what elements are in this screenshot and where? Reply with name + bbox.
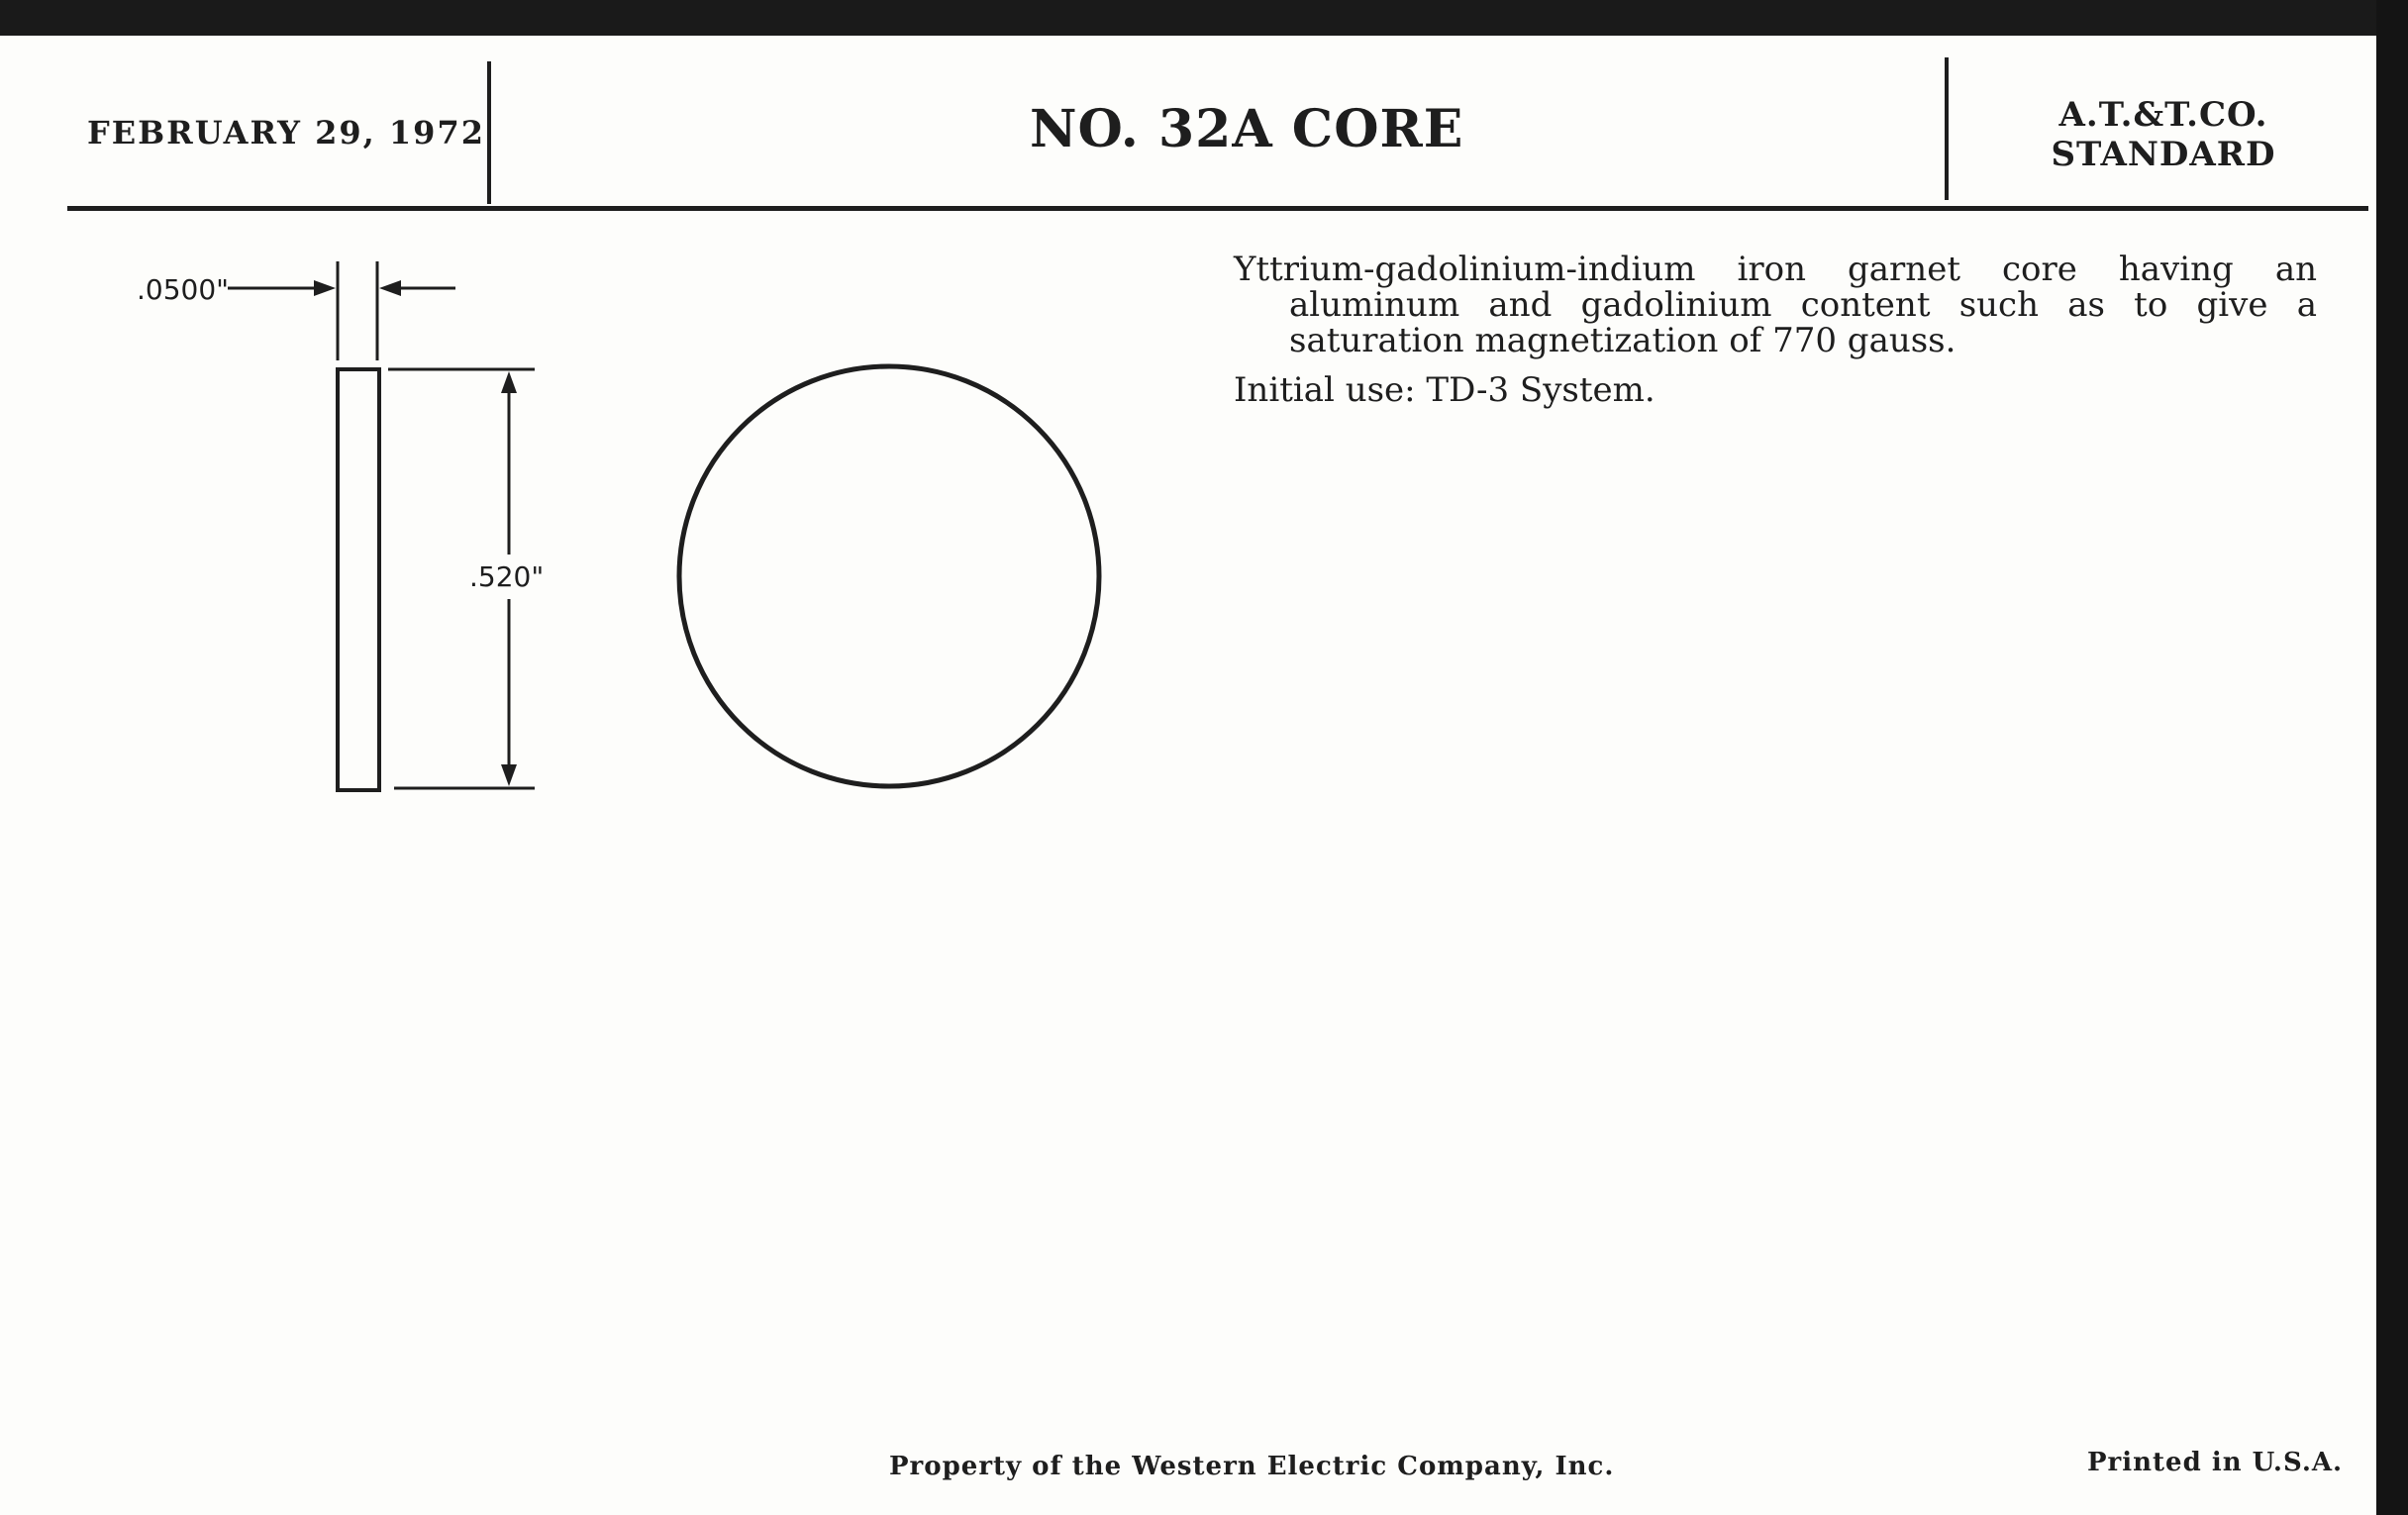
description-paragraph: Yttrium-gadolinium-indium iron garnet core having an aluminum and gadolinium content such as to give a saturation magnetization of 770 gauss. [1234,250,2317,360]
thickness-label: .0500" [137,273,230,306]
header-date: FEBRUARY 29, 1972 [87,114,485,152]
footer-printed: Printed in U.S.A. [2087,1448,2344,1477]
header-standard [2000,95,2327,174]
thickness-arrow-right [379,280,401,296]
page-title: NO. 32A CORE [1030,99,1464,159]
core-front-view [679,366,1099,786]
footer-property: Property of the Western Electric Company, Inc. [889,1452,1615,1481]
diameter-arrow-bottom [501,764,517,786]
header-divider-right [1945,57,1949,200]
description [1234,252,2317,408]
diameter-label: .520" [469,560,545,593]
diameter-arrow-top [501,371,517,393]
initial-use: Initial use: TD-3 System. [1234,370,1656,410]
standard-line-1: A.T.&T.CO. [2058,95,2268,135]
core-side-view [338,369,379,790]
core-drawing [0,0,1188,822]
scan-edge [2376,0,2408,1515]
thickness-arrow-left [314,280,336,296]
standard-line-2: STANDARD [2051,135,2276,174]
